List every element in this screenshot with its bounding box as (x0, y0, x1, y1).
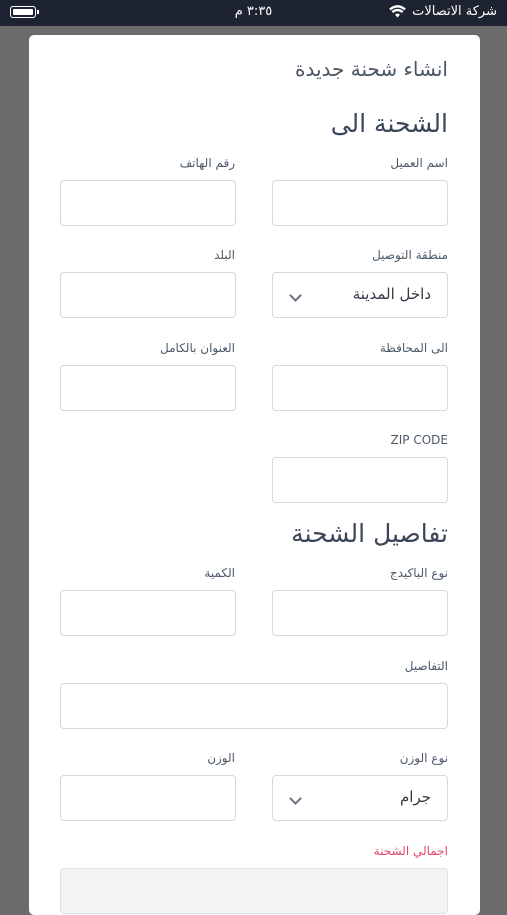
recipient-section-title: الشحنة الى (330, 109, 448, 138)
quantity-label: الكمية (204, 566, 235, 580)
country-label: البلد (214, 248, 235, 262)
package-type-input[interactable] (272, 590, 448, 636)
full-address-input[interactable] (60, 365, 236, 411)
shipment-total-label: اجمالي الشحنة (373, 844, 448, 858)
weight-label: الوزن (207, 751, 235, 765)
phone-label: رقم الهاتف (179, 156, 235, 170)
battery-icon (10, 6, 36, 18)
delivery-area-select[interactable] (272, 272, 448, 318)
page-title: انشاء شحنة جديدة (294, 57, 448, 81)
full-address-label: العنوان بالكامل (159, 341, 235, 355)
shipment-total-field (60, 868, 448, 914)
delivery-area-label: منطقة التوصيل (372, 248, 448, 262)
customer-name-label: اسم العميل (390, 156, 448, 170)
chevron-down-icon (289, 289, 302, 302)
governorate-label: الى المحافظة (379, 341, 448, 355)
weight-type-select[interactable] (272, 775, 448, 821)
governorate-input[interactable] (272, 365, 448, 411)
customer-name-input[interactable] (272, 180, 448, 226)
shipment-section-title: تفاصيل الشحنة (291, 519, 448, 548)
weight-type-label: نوع الوزن (399, 751, 448, 765)
quantity-input[interactable] (60, 590, 236, 636)
package-type-label: نوع الباكيدج (389, 566, 448, 580)
weight-type-value: جرام (399, 788, 431, 806)
details-label: التفاصيل (404, 659, 448, 673)
carrier-name: شركة الاتصالات (412, 4, 497, 19)
phone-input[interactable] (60, 180, 236, 226)
delivery-area-value: داخل المدينة (352, 285, 431, 303)
status-time: ٣:٣٥ م (234, 4, 273, 19)
chevron-down-icon (289, 792, 302, 805)
country-input[interactable] (60, 272, 236, 318)
weight-input[interactable] (60, 775, 236, 821)
create-shipment-form (29, 35, 480, 915)
details-input[interactable] (60, 683, 448, 729)
zip-code-input[interactable] (272, 457, 448, 503)
zip-code-label: ZIP CODE (390, 433, 448, 447)
status-bar (0, 0, 507, 26)
